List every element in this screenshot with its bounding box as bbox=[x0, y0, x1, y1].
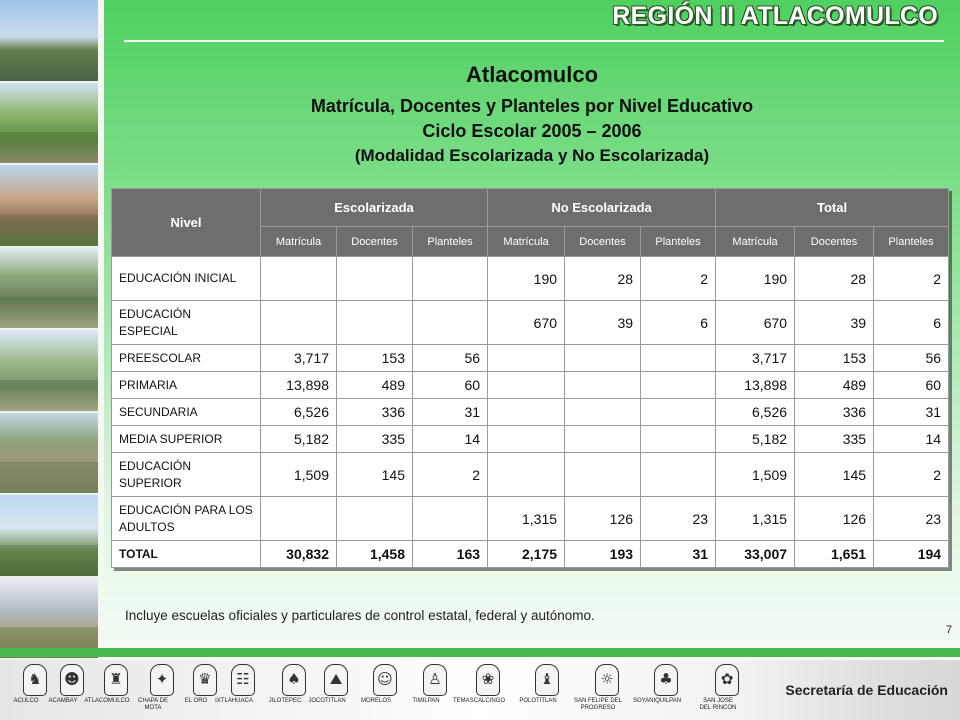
value-cell: 126 bbox=[795, 497, 874, 541]
value-cell: 145 bbox=[795, 453, 874, 497]
secretaria-box bbox=[756, 660, 960, 720]
soyaniquilpan-glyph-icon: ♣ bbox=[654, 664, 678, 696]
modality-note: (Modalidad Escolarizada y No Escolarizada) bbox=[354, 146, 710, 165]
table-row bbox=[112, 301, 949, 345]
total-row bbox=[112, 541, 949, 568]
nivel-cell: TOTAL bbox=[112, 541, 261, 568]
subcolumn-header: Docentes bbox=[565, 227, 641, 257]
value-cell bbox=[488, 426, 565, 453]
value-cell: 2 bbox=[641, 257, 716, 301]
value-cell: 31 bbox=[413, 399, 488, 426]
value-cell bbox=[413, 301, 488, 345]
value-cell: 28 bbox=[565, 257, 641, 301]
value-cell: 31 bbox=[874, 399, 949, 426]
value-cell bbox=[565, 453, 641, 497]
value-cell bbox=[337, 301, 413, 345]
value-cell bbox=[641, 372, 716, 399]
total-cell: 193 bbox=[565, 541, 641, 568]
municipality-logos bbox=[0, 660, 756, 720]
subcolumn-header: Planteles bbox=[413, 227, 488, 257]
value-cell: 1,509 bbox=[716, 453, 795, 497]
san-felipe-glyph-icon: ☼ bbox=[595, 664, 619, 696]
value-cell: 23 bbox=[641, 497, 716, 541]
value-cell: 60 bbox=[413, 372, 488, 399]
value-cell: 336 bbox=[795, 399, 874, 426]
total-cell: 163 bbox=[413, 541, 488, 568]
group-header: Total bbox=[716, 189, 949, 227]
san-jose-glyph-icon: ✿ bbox=[715, 664, 739, 696]
header-row-groups bbox=[112, 189, 949, 227]
value-cell: 3,717 bbox=[261, 345, 337, 372]
value-cell bbox=[641, 345, 716, 372]
value-cell: 13,898 bbox=[716, 372, 795, 399]
value-cell: 489 bbox=[795, 372, 874, 399]
municipality-logo-san-jose: ✿ SAN JOSE DEL RINCON bbox=[706, 664, 748, 712]
value-cell: 28 bbox=[795, 257, 874, 301]
value-cell: 153 bbox=[337, 345, 413, 372]
jocotitlan-glyph-icon: ⛰ bbox=[324, 664, 348, 696]
header-rule bbox=[124, 40, 944, 42]
acambay-glyph-icon: ☻ bbox=[60, 664, 84, 696]
photo-church bbox=[0, 165, 98, 248]
value-cell: 335 bbox=[337, 426, 413, 453]
chapa-de-mota-glyph-icon: ✦ bbox=[150, 664, 174, 696]
value-cell bbox=[261, 497, 337, 541]
value-cell: 1,315 bbox=[488, 497, 565, 541]
table-row bbox=[112, 453, 949, 497]
value-cell: 5,182 bbox=[716, 426, 795, 453]
value-cell: 14 bbox=[874, 426, 949, 453]
value-cell bbox=[337, 257, 413, 301]
municipality-logo-jilotepec: ♠ JILOTEPEC bbox=[273, 664, 315, 705]
value-cell: 489 bbox=[337, 372, 413, 399]
value-cell: 56 bbox=[413, 345, 488, 372]
table-row bbox=[112, 426, 949, 453]
table-row bbox=[112, 497, 949, 541]
subcolumn-header: Matrícula bbox=[261, 227, 337, 257]
secretaria-label: Secretaría de Educación bbox=[785, 682, 948, 698]
table-row bbox=[112, 257, 949, 301]
subcolumn-header: Planteles bbox=[874, 227, 949, 257]
group-header: No Escolarizada bbox=[488, 189, 716, 227]
value-cell: 6 bbox=[641, 301, 716, 345]
value-cell bbox=[488, 372, 565, 399]
value-cell: 56 bbox=[874, 345, 949, 372]
value-cell: 6,526 bbox=[261, 399, 337, 426]
value-cell: 1,315 bbox=[716, 497, 795, 541]
polotitlan-glyph-icon: ♝ bbox=[535, 664, 559, 696]
total-cell: 194 bbox=[874, 541, 949, 568]
value-cell bbox=[565, 426, 641, 453]
timilpan-glyph-icon: ♙ bbox=[423, 664, 447, 696]
nivel-cell: EDUCACIÓN INICIAL bbox=[112, 257, 261, 301]
value-cell bbox=[565, 345, 641, 372]
value-cell bbox=[261, 257, 337, 301]
value-cell bbox=[413, 257, 488, 301]
footer-bar bbox=[0, 660, 960, 720]
value-cell: 190 bbox=[488, 257, 565, 301]
municipality-logo-aculco: ♞ ACULCO bbox=[14, 664, 56, 705]
value-cell: 39 bbox=[565, 301, 641, 345]
subcolumn-header: Matrícula bbox=[488, 227, 565, 257]
aculco-glyph-icon: ♞ bbox=[23, 664, 47, 696]
subcolumn-header: Docentes bbox=[795, 227, 874, 257]
morelos-glyph-icon: ☺ bbox=[373, 664, 397, 696]
photo-kiosk bbox=[0, 330, 98, 413]
photo-strip bbox=[0, 0, 98, 660]
value-cell: 1,509 bbox=[261, 453, 337, 497]
value-cell: 39 bbox=[795, 301, 874, 345]
page-number: 7 bbox=[946, 624, 953, 636]
subcolumn-header: Docentes bbox=[337, 227, 413, 257]
photo-road bbox=[0, 0, 98, 83]
subcolumn-header: Matrícula bbox=[716, 227, 795, 257]
city-title: Atlacomulco bbox=[465, 62, 599, 87]
value-cell: 336 bbox=[337, 399, 413, 426]
municipality-logo-atlacomulco: ♜ ATLACOMULCO bbox=[95, 664, 137, 705]
region-title: REGIÓN II ATLACOMULCO bbox=[612, 2, 938, 30]
value-cell bbox=[261, 301, 337, 345]
group-header: Escolarizada bbox=[261, 189, 488, 227]
value-cell bbox=[565, 399, 641, 426]
total-cell: 30,832 bbox=[261, 541, 337, 568]
value-cell bbox=[565, 372, 641, 399]
nivel-cell: EDUCACIÓN ESPECIAL bbox=[112, 301, 261, 345]
nivel-cell: SECUNDARIA bbox=[112, 399, 261, 426]
value-cell bbox=[641, 426, 716, 453]
value-cell: 2 bbox=[874, 453, 949, 497]
value-cell bbox=[488, 453, 565, 497]
nivel-cell: EDUCACIÓN PARA LOS ADULTOS bbox=[112, 497, 261, 541]
total-cell: 1,651 bbox=[795, 541, 874, 568]
value-cell: 5,182 bbox=[261, 426, 337, 453]
value-cell bbox=[488, 399, 565, 426]
bottom-accent-bar bbox=[0, 648, 960, 657]
nivel-header: Nivel bbox=[112, 189, 261, 257]
value-cell: 153 bbox=[795, 345, 874, 372]
municipality-logo-ixtlahuaca: ☷ IXTLAHUACA bbox=[222, 664, 264, 705]
school-cycle: Ciclo Escolar 2005 – 2006 bbox=[422, 121, 642, 141]
value-cell: 13,898 bbox=[261, 372, 337, 399]
nivel-cell: PRIMARIA bbox=[112, 372, 261, 399]
value-cell: 145 bbox=[337, 453, 413, 497]
value-cell: 335 bbox=[795, 426, 874, 453]
municipality-logo-morelos: ☺ MORELOS bbox=[364, 664, 406, 705]
value-cell bbox=[641, 453, 716, 497]
photo-arch bbox=[0, 83, 98, 166]
jilotepec-glyph-icon: ♠ bbox=[282, 664, 306, 696]
value-cell: 6,526 bbox=[716, 399, 795, 426]
municipality-logo-timilpan: ♙ TIMILPAN bbox=[414, 664, 456, 705]
total-cell: 31 bbox=[641, 541, 716, 568]
footnote: Incluye escuelas oficiales y particulares de control estatal, federal y autónomo. bbox=[125, 608, 595, 623]
table-row bbox=[112, 345, 949, 372]
municipality-logo-soyaniquilpan: ♣ SOYANIQUILPAN bbox=[645, 664, 687, 705]
photo-tower bbox=[0, 495, 98, 578]
el-oro-glyph-icon: ♛ bbox=[193, 664, 217, 696]
value-cell: 3,717 bbox=[716, 345, 795, 372]
municipality-logo-polotitlan: ♝ POLOTITLAN bbox=[526, 664, 568, 705]
municipality-logo-san-felipe: ☼ SAN FELIPE DEL PROGRESO bbox=[586, 664, 628, 712]
nivel-cell: MEDIA SUPERIOR bbox=[112, 426, 261, 453]
municipality-logo-el-oro: ♛ EL ORO bbox=[184, 664, 226, 705]
value-cell bbox=[413, 497, 488, 541]
ixtlahuaca-glyph-icon: ☷ bbox=[231, 664, 255, 696]
municipality-logo-acambay: ☻ ACAMBAY bbox=[51, 664, 93, 705]
value-cell bbox=[337, 497, 413, 541]
table-row bbox=[112, 372, 949, 399]
value-cell: 6 bbox=[874, 301, 949, 345]
value-cell: 23 bbox=[874, 497, 949, 541]
subcolumn-header: Planteles bbox=[641, 227, 716, 257]
table-row bbox=[112, 399, 949, 426]
temascalcingo-glyph-icon: ❀ bbox=[476, 664, 500, 696]
total-cell: 33,007 bbox=[716, 541, 795, 568]
municipality-logo-temascalcingo: ❀ TEMASCALCINGO bbox=[467, 664, 509, 705]
nivel-cell: EDUCACIÓN SUPERIOR bbox=[112, 453, 261, 497]
value-cell: 670 bbox=[716, 301, 795, 345]
value-cell: 2 bbox=[413, 453, 488, 497]
total-cell: 2,175 bbox=[488, 541, 565, 568]
municipality-logo-chapa-de-mota: ✦ CHAPA DE MOTA bbox=[141, 664, 183, 712]
photo-park bbox=[0, 248, 98, 331]
value-cell: 60 bbox=[874, 372, 949, 399]
municipality-logo-jocotitlan: ⛰ JOCOTITLAN bbox=[315, 664, 357, 705]
nivel-cell: PREESCOLAR bbox=[112, 345, 261, 372]
photo-town bbox=[0, 413, 98, 496]
value-cell bbox=[641, 399, 716, 426]
value-cell: 670 bbox=[488, 301, 565, 345]
total-cell: 1,458 bbox=[337, 541, 413, 568]
report-title: Matrícula, Docentes y Planteles por Nivel Educativo bbox=[310, 96, 754, 116]
atlacomulco-glyph-icon: ♜ bbox=[104, 664, 128, 696]
value-cell: 2 bbox=[874, 257, 949, 301]
value-cell: 190 bbox=[716, 257, 795, 301]
value-cell: 14 bbox=[413, 426, 488, 453]
education-table bbox=[111, 188, 949, 568]
value-cell: 126 bbox=[565, 497, 641, 541]
value-cell bbox=[488, 345, 565, 372]
